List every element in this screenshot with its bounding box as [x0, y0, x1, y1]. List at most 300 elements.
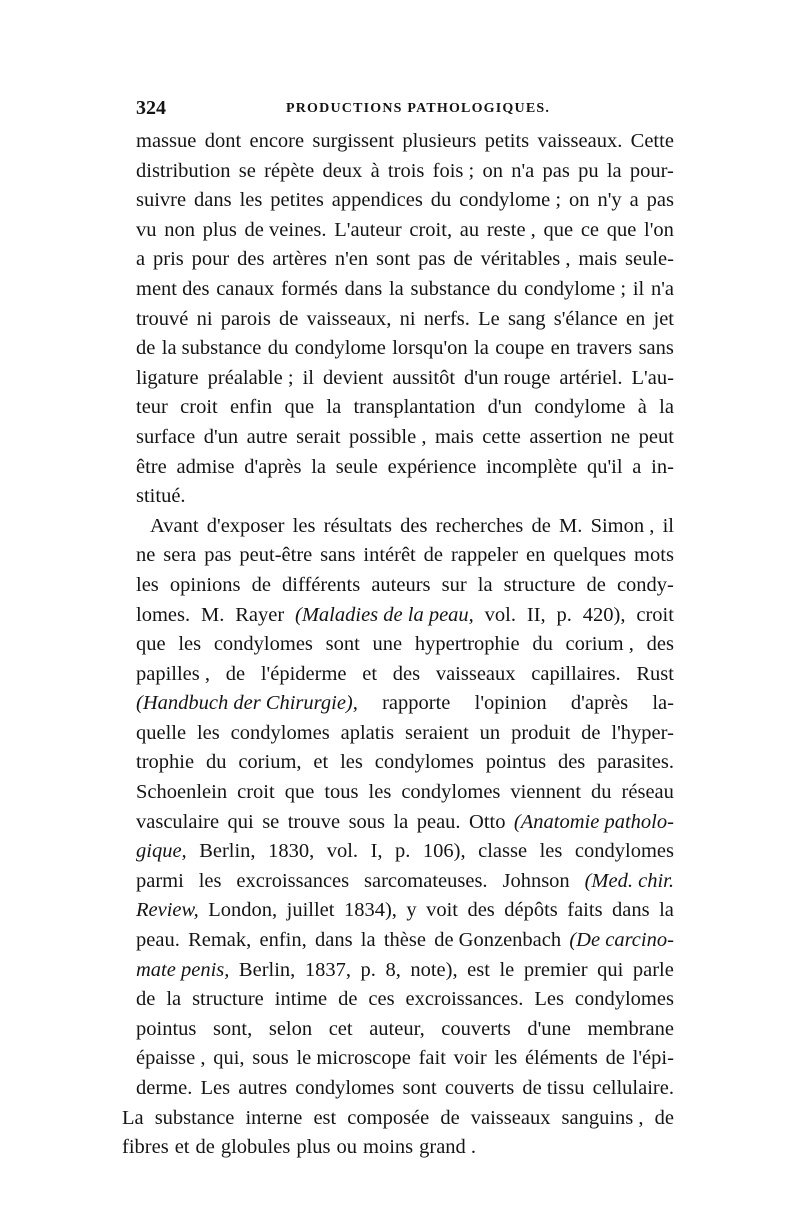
word: ces	[368, 988, 395, 1011]
word: sang	[507, 307, 546, 330]
word: des	[557, 751, 586, 774]
word: de	[136, 337, 156, 360]
word: et	[362, 662, 378, 685]
text-line	[136, 512, 674, 542]
word: au	[459, 218, 480, 241]
word: canaux	[216, 277, 275, 300]
word: la-	[652, 692, 674, 715]
word: dépôts	[504, 899, 558, 922]
word: de tissu	[522, 1077, 585, 1099]
word: la	[393, 810, 409, 833]
word: admise	[176, 455, 235, 478]
word: croit	[180, 396, 218, 419]
italic-word: (Med. chir.	[584, 869, 674, 892]
word: mots	[634, 544, 674, 567]
word: teur	[136, 396, 168, 419]
word: d'après	[244, 455, 302, 478]
word: d'exposer	[206, 514, 285, 537]
word: sous	[252, 1047, 289, 1070]
word: excroissances.	[405, 988, 524, 1011]
text-line	[136, 601, 674, 631]
word: autre	[246, 425, 288, 448]
word: ce	[580, 218, 600, 241]
word: que	[284, 781, 315, 804]
text-line	[136, 216, 674, 246]
word: membrane	[587, 1017, 674, 1040]
word: condylome	[294, 337, 386, 360]
word: assertion	[529, 425, 603, 448]
word: croit	[237, 781, 275, 804]
word: de veines.	[244, 218, 327, 241]
word: M.	[559, 514, 583, 537]
word: aussitôt	[392, 366, 456, 389]
word: la	[326, 396, 342, 419]
word: Berlin,	[199, 840, 256, 863]
word: pu	[578, 159, 599, 182]
word: pointus	[136, 1017, 197, 1040]
word: voir	[453, 1047, 487, 1070]
word: ne	[610, 425, 631, 448]
word: la	[606, 159, 622, 182]
word: dans	[612, 899, 650, 922]
word: Johnson	[502, 869, 570, 892]
word: substance	[410, 277, 491, 300]
word: parois	[220, 307, 271, 330]
word: ment des	[136, 277, 210, 300]
word: de	[338, 988, 358, 1011]
word: la	[474, 337, 489, 360]
text-line	[136, 630, 674, 660]
word: épaisse ,	[136, 1047, 206, 1070]
word: de	[453, 248, 473, 271]
running-head	[128, 96, 676, 120]
word: plus	[202, 218, 237, 241]
word: condylomes	[213, 633, 313, 656]
text-line	[136, 985, 674, 1015]
word: y	[406, 899, 417, 922]
word: qui	[227, 810, 254, 833]
word: faits	[567, 899, 603, 922]
word: condylomes	[295, 1077, 395, 1099]
text-line	[136, 956, 674, 986]
word: coupe	[495, 337, 545, 360]
word: couverts	[444, 1077, 515, 1099]
word: intérêt	[363, 544, 416, 567]
text-line	[136, 867, 674, 897]
word: II,	[526, 603, 546, 626]
word: que	[284, 396, 315, 419]
word: autres	[238, 1077, 288, 1099]
word: la	[360, 929, 376, 952]
word: l'on	[644, 218, 674, 241]
text-line	[122, 1104, 674, 1134]
word: suivre	[136, 189, 187, 212]
text-line	[136, 748, 674, 778]
word: d'un	[203, 425, 239, 448]
word: peau.	[136, 929, 180, 952]
word: ne	[136, 544, 156, 567]
word: sans	[638, 337, 674, 360]
word: peut-être	[239, 544, 313, 567]
word: n'a	[650, 277, 674, 300]
word: Le	[478, 307, 500, 330]
word: à	[637, 396, 647, 419]
word: les	[539, 840, 563, 863]
word: recherches	[435, 514, 524, 537]
word: capillaires.	[531, 662, 621, 685]
text-line	[136, 275, 674, 305]
word: condylomes	[401, 781, 501, 804]
word: papilles ,	[136, 662, 211, 685]
word: est	[313, 1106, 337, 1129]
word: parasites.	[597, 751, 674, 774]
italic-word: (De carcino-	[569, 929, 674, 952]
text-line	[136, 660, 674, 690]
word: artériel.	[559, 366, 623, 389]
word: peut	[638, 425, 674, 448]
word: condylome	[534, 396, 626, 419]
word: reste ,	[486, 218, 536, 241]
word: lorsqu'on	[392, 337, 468, 360]
word: de	[440, 1106, 460, 1129]
word: la	[166, 988, 182, 1011]
word: de	[654, 1106, 674, 1129]
word: produit	[511, 721, 571, 744]
word: n'en	[334, 248, 369, 271]
word: sanguins ,	[561, 1106, 644, 1129]
word: 1837,	[304, 958, 351, 981]
word: pointus	[485, 751, 547, 774]
word: des	[467, 899, 495, 922]
word: en	[625, 307, 646, 330]
word: vasculaire	[136, 810, 220, 833]
word: l'opinion	[474, 692, 547, 715]
word: dont	[204, 130, 242, 152]
word: vaisseaux,	[306, 307, 392, 330]
word: Remak,	[188, 929, 252, 952]
word: sur	[441, 573, 467, 596]
word: différents	[282, 573, 361, 596]
word: composée	[347, 1106, 430, 1129]
text-line	[136, 808, 674, 838]
word: Rust	[636, 662, 674, 685]
word: on	[482, 159, 503, 182]
word: artères	[272, 248, 327, 271]
word: les	[368, 781, 392, 804]
text-line	[136, 571, 674, 601]
word: parmi	[136, 869, 184, 892]
text-line	[122, 1133, 674, 1163]
word: Les	[200, 1077, 231, 1099]
word: intime	[274, 988, 328, 1011]
text-line	[136, 245, 674, 275]
word: sera	[163, 544, 197, 567]
word: corium,	[238, 751, 302, 774]
word: rapporte	[382, 692, 451, 715]
word: 106),	[422, 840, 466, 863]
word: pas	[646, 189, 674, 212]
word: 1830,	[268, 840, 315, 863]
word: ni	[196, 307, 213, 330]
word: transplantation	[353, 396, 476, 419]
word: s'élance	[553, 307, 618, 330]
word: thèse	[383, 929, 426, 952]
word: moins	[363, 1136, 414, 1159]
word: voit	[426, 899, 458, 922]
word: massue	[136, 130, 197, 152]
word: excroissances	[236, 869, 350, 892]
word: qu'il	[586, 455, 623, 478]
word: tous	[324, 781, 359, 804]
word: rappeler	[450, 544, 519, 567]
word: surface	[136, 425, 196, 448]
text-line	[136, 364, 674, 394]
word: devient	[323, 366, 384, 389]
word: d'une	[527, 1017, 571, 1040]
word: La	[122, 1106, 144, 1129]
word: se	[238, 159, 256, 182]
word: condylome ;	[524, 277, 627, 300]
word: dans	[194, 189, 232, 212]
word: de	[251, 573, 271, 596]
word: L'au-	[631, 366, 674, 389]
word: on	[569, 189, 590, 212]
italic-word: (Handbuch der Chirurgie),	[136, 692, 358, 715]
word: fait	[418, 1047, 446, 1070]
word: note),	[410, 958, 458, 981]
word: I,	[370, 840, 383, 863]
word: ni	[399, 307, 416, 330]
word: trois	[387, 159, 425, 182]
word: qui,	[213, 1047, 245, 1070]
word: la	[311, 455, 327, 478]
italic-word: mate penis,	[136, 958, 230, 981]
word: il	[302, 366, 314, 389]
word: les	[136, 573, 159, 596]
text-line	[136, 837, 674, 867]
word: peau.	[416, 810, 461, 833]
word: seule-	[625, 248, 674, 271]
word: résultats	[323, 514, 392, 537]
word: du	[591, 781, 612, 804]
word: cette	[482, 425, 521, 448]
word: London,	[208, 899, 278, 922]
word: aplatis	[340, 721, 395, 744]
word: plusieurs	[402, 130, 477, 152]
word: d'un rouge	[464, 366, 551, 389]
word: de	[136, 988, 156, 1011]
word: p.	[395, 840, 411, 863]
word: formés	[280, 277, 338, 300]
word: de	[225, 662, 246, 685]
word: des	[400, 514, 428, 537]
text-line	[136, 453, 674, 483]
word: a	[136, 248, 146, 271]
word: classe	[478, 840, 528, 863]
word: dans	[314, 929, 353, 952]
word: enfin,	[259, 929, 307, 952]
word: pas	[418, 248, 446, 271]
word: croit	[636, 603, 674, 626]
text-line	[136, 482, 674, 512]
word: sans	[320, 544, 356, 567]
word: répète	[264, 159, 315, 182]
text-line	[136, 896, 674, 926]
word: juillet	[286, 899, 335, 922]
word: les	[239, 189, 263, 212]
text-line	[136, 689, 674, 719]
word: n'a	[511, 159, 535, 182]
word: de	[531, 514, 551, 537]
word: nerfs.	[423, 307, 470, 330]
word: jet	[653, 307, 674, 330]
word: éléments	[524, 1047, 598, 1070]
running-title: PRODUCTIONS PATHOLOGIQUES.	[286, 101, 551, 116]
body-text	[122, 127, 674, 1163]
text-line	[136, 393, 674, 423]
word: Avant	[150, 514, 199, 537]
word: fibres	[122, 1136, 169, 1159]
word: que	[543, 218, 574, 241]
word: vaisseaux	[470, 1106, 551, 1129]
word: Otto	[469, 810, 506, 833]
word: quelques	[553, 544, 627, 567]
word: des	[646, 633, 674, 656]
word: du	[205, 751, 227, 774]
word: que	[136, 633, 166, 656]
word: structure	[192, 988, 264, 1011]
word: trouvé	[136, 307, 189, 330]
word: petits	[484, 130, 530, 152]
text-line	[136, 1044, 674, 1074]
word: condylomes	[574, 840, 674, 863]
word: p.	[556, 603, 572, 626]
word: pour-	[629, 159, 674, 182]
word: croit,	[409, 218, 453, 241]
word: vol.	[326, 840, 359, 863]
word: ligature	[136, 366, 199, 389]
word: Cette	[630, 130, 674, 152]
word: n'y	[597, 189, 622, 212]
word: in-	[651, 455, 674, 478]
word: de Gonzenbach	[434, 929, 562, 952]
word: quelle	[136, 721, 187, 744]
text-line	[136, 1074, 674, 1104]
word: grand .	[419, 1136, 477, 1159]
word: les	[292, 514, 316, 537]
word: a	[632, 455, 642, 478]
word: opinions	[169, 573, 241, 596]
text-line	[136, 334, 674, 364]
word: des	[237, 248, 265, 271]
word: la	[388, 277, 404, 300]
word: de	[423, 544, 444, 567]
word: dans	[344, 277, 383, 300]
word: 8,	[385, 958, 401, 981]
word: l'épi-	[632, 1047, 674, 1070]
word: lomes.	[136, 603, 191, 626]
word: cet	[328, 1017, 353, 1040]
word: travers	[576, 337, 633, 360]
word: viennent	[510, 781, 582, 804]
word: et	[174, 1136, 190, 1159]
word: de	[279, 307, 299, 330]
word: de	[195, 1136, 215, 1159]
word: derme.	[136, 1077, 193, 1099]
word: condy-	[616, 573, 674, 596]
word: il	[632, 277, 645, 300]
word: expérience	[387, 455, 477, 478]
word: d'un	[487, 396, 523, 419]
word: deux	[322, 159, 363, 182]
word: se	[262, 810, 280, 833]
word: les	[340, 751, 363, 774]
word: mais	[434, 425, 474, 448]
word: sarcomateuses.	[364, 869, 488, 892]
word: de	[605, 1047, 625, 1070]
word: d'après	[570, 692, 629, 715]
word: à	[370, 159, 380, 182]
text-line	[136, 1015, 674, 1045]
word: selon	[268, 1017, 313, 1040]
word: l'hyper-	[611, 721, 674, 744]
word: l'épiderme	[260, 662, 347, 685]
word: plus	[296, 1136, 331, 1159]
word: les	[494, 1047, 518, 1070]
word: condylomes	[230, 721, 330, 744]
word: seraient	[405, 721, 469, 744]
word: vaisseaux.	[537, 130, 623, 152]
word: possible ,	[349, 425, 427, 448]
word: la	[659, 396, 674, 419]
page-number: 324	[136, 97, 166, 119]
word: un	[479, 721, 501, 744]
word: corium ,	[565, 633, 634, 656]
word: de	[581, 721, 601, 744]
word: trophie	[136, 751, 195, 774]
word: les	[198, 869, 222, 892]
word: trouve	[287, 810, 341, 833]
word: sont	[325, 633, 360, 656]
word: vol.	[484, 603, 516, 626]
word: du	[532, 633, 553, 656]
word: les	[196, 721, 220, 744]
word: surgissent	[312, 130, 395, 152]
word: condylomes	[374, 751, 474, 774]
text-line	[136, 305, 674, 335]
word: Schoenlein	[136, 781, 228, 804]
word: la	[477, 573, 493, 596]
word: couverts	[441, 1017, 511, 1040]
word: les	[178, 633, 202, 656]
word: pris	[153, 248, 184, 271]
word: cellulaire.	[592, 1077, 674, 1099]
word: parle	[632, 958, 674, 981]
word: non	[164, 218, 195, 241]
word: sont	[376, 248, 411, 271]
italic-word: (Anatomie patholo-	[513, 810, 674, 833]
word: du	[430, 189, 452, 212]
word: L'auteur	[334, 218, 402, 241]
text-line	[136, 423, 674, 453]
word: ou	[336, 1136, 357, 1159]
word: enfin	[230, 396, 273, 419]
word: fois ;	[432, 159, 475, 182]
word: encore	[249, 130, 305, 152]
word: interne	[245, 1106, 303, 1129]
word: distribution	[136, 159, 231, 182]
word: une	[372, 633, 403, 656]
